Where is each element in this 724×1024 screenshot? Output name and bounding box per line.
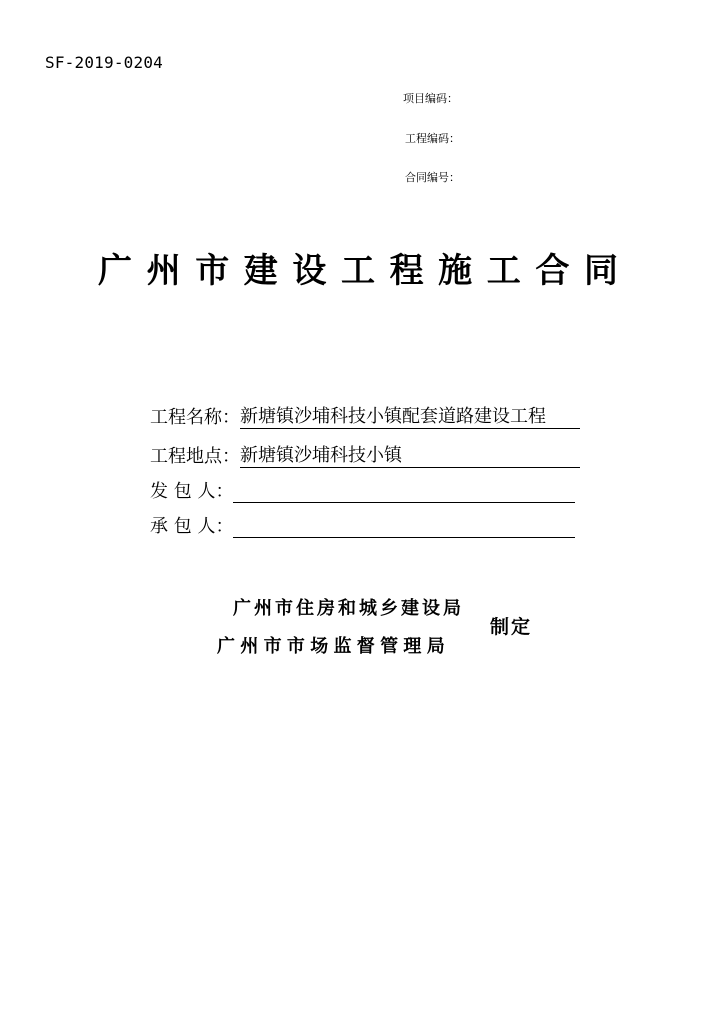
title-char: 市: [195, 251, 230, 291]
title-char: 设: [292, 251, 327, 291]
project-name-label: 工程名称：: [150, 407, 240, 428]
contract-number-label: 合同编号：: [405, 171, 460, 184]
title-char: 工: [340, 251, 375, 291]
title-char: 施: [438, 251, 473, 291]
made-by-label: 制定: [490, 616, 533, 638]
title-char: 程: [389, 251, 424, 291]
contractor-label: 承 包 人：: [150, 516, 234, 537]
project-code-label: 项目编码：: [403, 92, 458, 105]
project-location-label: 工程地点：: [150, 446, 240, 467]
issuer-housing-bureau: 广州市住房和城乡建设局: [233, 598, 464, 619]
document-code: SF-2019-0204: [45, 53, 163, 72]
project-location-row: [150, 442, 580, 468]
issuer-market-bureau: 广州市市场监督管理局: [217, 636, 450, 657]
project-name-row: [150, 403, 580, 429]
project-location-field[interactable]: 新塘镇沙埔科技小镇: [240, 445, 580, 468]
contractor-field[interactable]: [233, 515, 575, 538]
contract-title: [98, 243, 618, 292]
title-char: 广: [98, 251, 132, 291]
employer-field[interactable]: [233, 480, 575, 503]
title-char: 州: [146, 251, 181, 291]
title-char: 合: [535, 251, 570, 291]
project-name-field[interactable]: 新塘镇沙埔科技小镇配套道路建设工程: [240, 406, 580, 429]
title-char: 建: [243, 251, 278, 291]
title-char: 同: [583, 251, 618, 291]
title-char: 工: [486, 251, 521, 291]
engineering-code-label: 工程编码：: [405, 132, 460, 145]
employer-row: [150, 477, 575, 503]
employer-label: 发 包 人：: [150, 481, 234, 502]
contractor-row: [150, 512, 575, 538]
